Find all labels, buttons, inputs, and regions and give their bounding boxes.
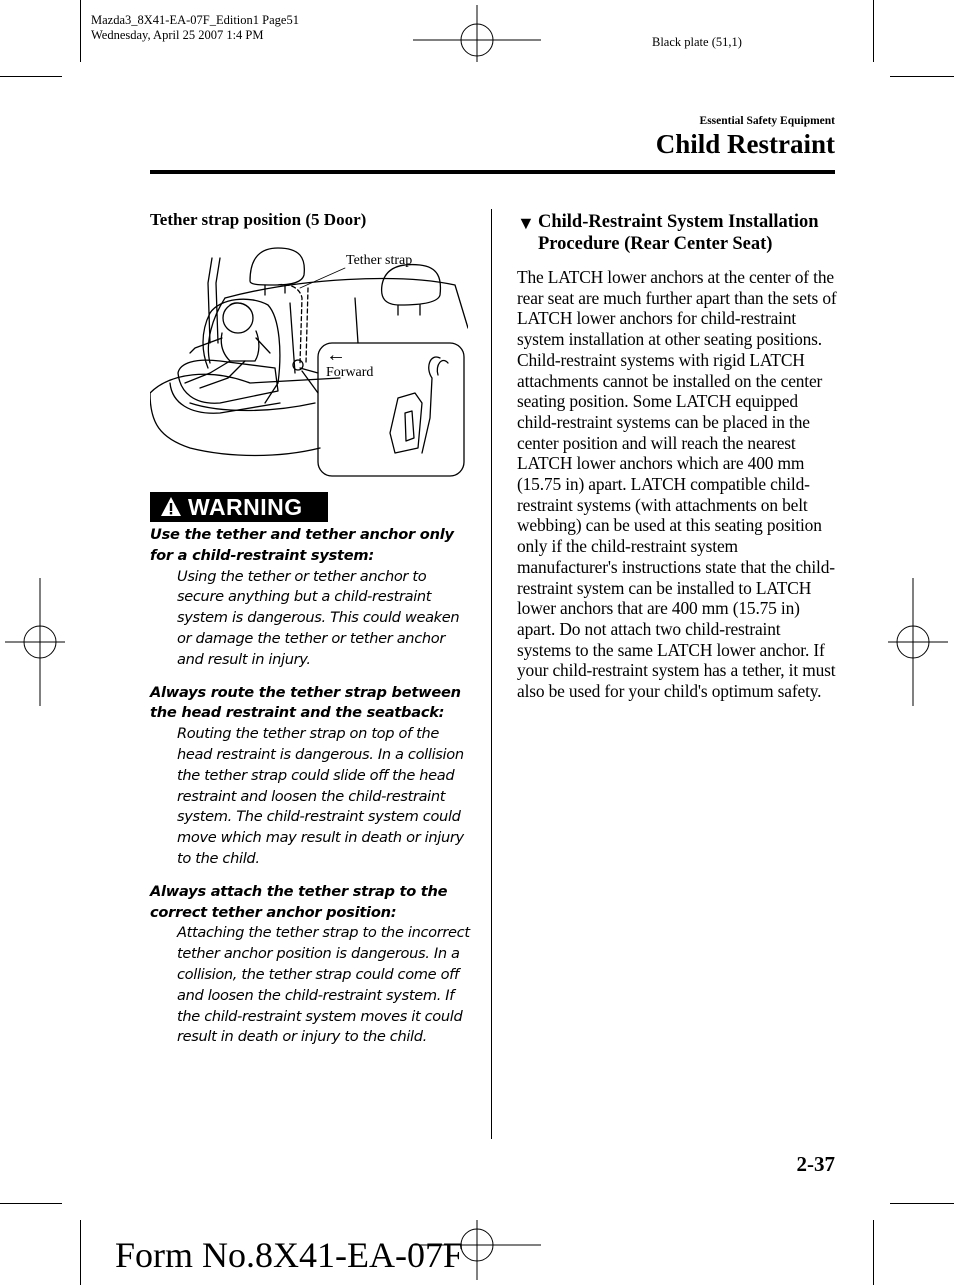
- warning-body: Using the tether or tether anchor to secure anything but a child-restraint system is dangerous. This could weaken or damage the tether or tether anchor and result in injury.: [177, 567, 460, 668]
- form-number: Form No.8X41-EA-07F: [115, 1235, 463, 1275]
- print-info-file: Mazda3_8X41-EA-07F_Edition1 Page51: [91, 13, 299, 27]
- column-divider: [491, 209, 492, 1139]
- triangle-marker-icon: ▼: [517, 213, 535, 233]
- header-rule: [150, 170, 835, 174]
- forward-label: Forward: [326, 365, 374, 380]
- seat-illustration: [150, 243, 468, 481]
- warning-banner: [150, 492, 328, 522]
- print-info: [91, 13, 299, 43]
- section-heading-text: Child-Restraint System Installation Procedure (Rear Center Seat): [538, 212, 819, 254]
- warning-triangle-icon: [160, 496, 182, 517]
- figure-caption: Tether strap position (5 Door): [150, 210, 367, 229]
- warning-list: [150, 525, 472, 1060]
- warning-item: [150, 882, 472, 1048]
- print-info-date: Wednesday, April 25 2007 1:4 PM: [91, 28, 264, 42]
- plate-label: Black plate (51,1): [652, 35, 742, 49]
- page-title: Child Restraint: [655, 129, 835, 159]
- warning-label: WARNING: [188, 494, 303, 520]
- body-paragraph: The LATCH lower anchors at the center of the rear seat are much further apart than the sets of LATCH lower anchors for child-restraint system installation at other seating positions. Child-restraint systems with rigid LATCH attachments cannot be installed on the center seating position. Some LATCH equipped child-restraint systems can be placed in the center position and will reach the nearest LATCH lower anchors which are 400 mm (15.75 in) apart. LATCH compatible child-restraint systems (with attachments on belt webbing) can be used at this seating position only if the child-restraint system manufacturer's instructions state that the child-restraint system can be installed to LATCH lower anchors that are 400 mm (15.75 in) apart. Do not attach two child-restraint systems to the same LATCH lower anchor. If your child-restraint system has a tether, it must also be used for your child's optimum safety.: [517, 267, 837, 702]
- warning-item: [150, 683, 472, 870]
- tether-figure: [150, 243, 468, 481]
- warning-title: Always route the tether strap between the head restraint and the seatback:: [150, 683, 461, 722]
- section-heading: [517, 211, 842, 255]
- warning-title: Use the tether and tether anchor only for a child-restraint system:: [150, 526, 454, 564]
- section-name: Essential Safety Equipment: [699, 115, 835, 127]
- warning-item: [150, 525, 472, 671]
- warning-title: Always attach the tether strap to the correct tether anchor position:: [150, 882, 448, 921]
- warning-body: Attaching the tether strap to the incorrect tether anchor position is dangerous. In a collision, the tether strap could come off and loosen the child-restraint system. If the child-restraint system moves it could result in death or injury to the child.: [177, 924, 470, 1046]
- page-number: 2-37: [796, 1152, 835, 1176]
- tether-strap-label: Tether strap: [346, 253, 413, 268]
- warning-body: Routing the tether strap on top of the head restraint is dangerous. In a collision the tether strap could slide off the head restraint and loosen the child-restraint system. The child-restraint system could move which may result in death or injury to the child.: [177, 725, 464, 867]
- forward-arrow-icon: ←: [326, 344, 346, 366]
